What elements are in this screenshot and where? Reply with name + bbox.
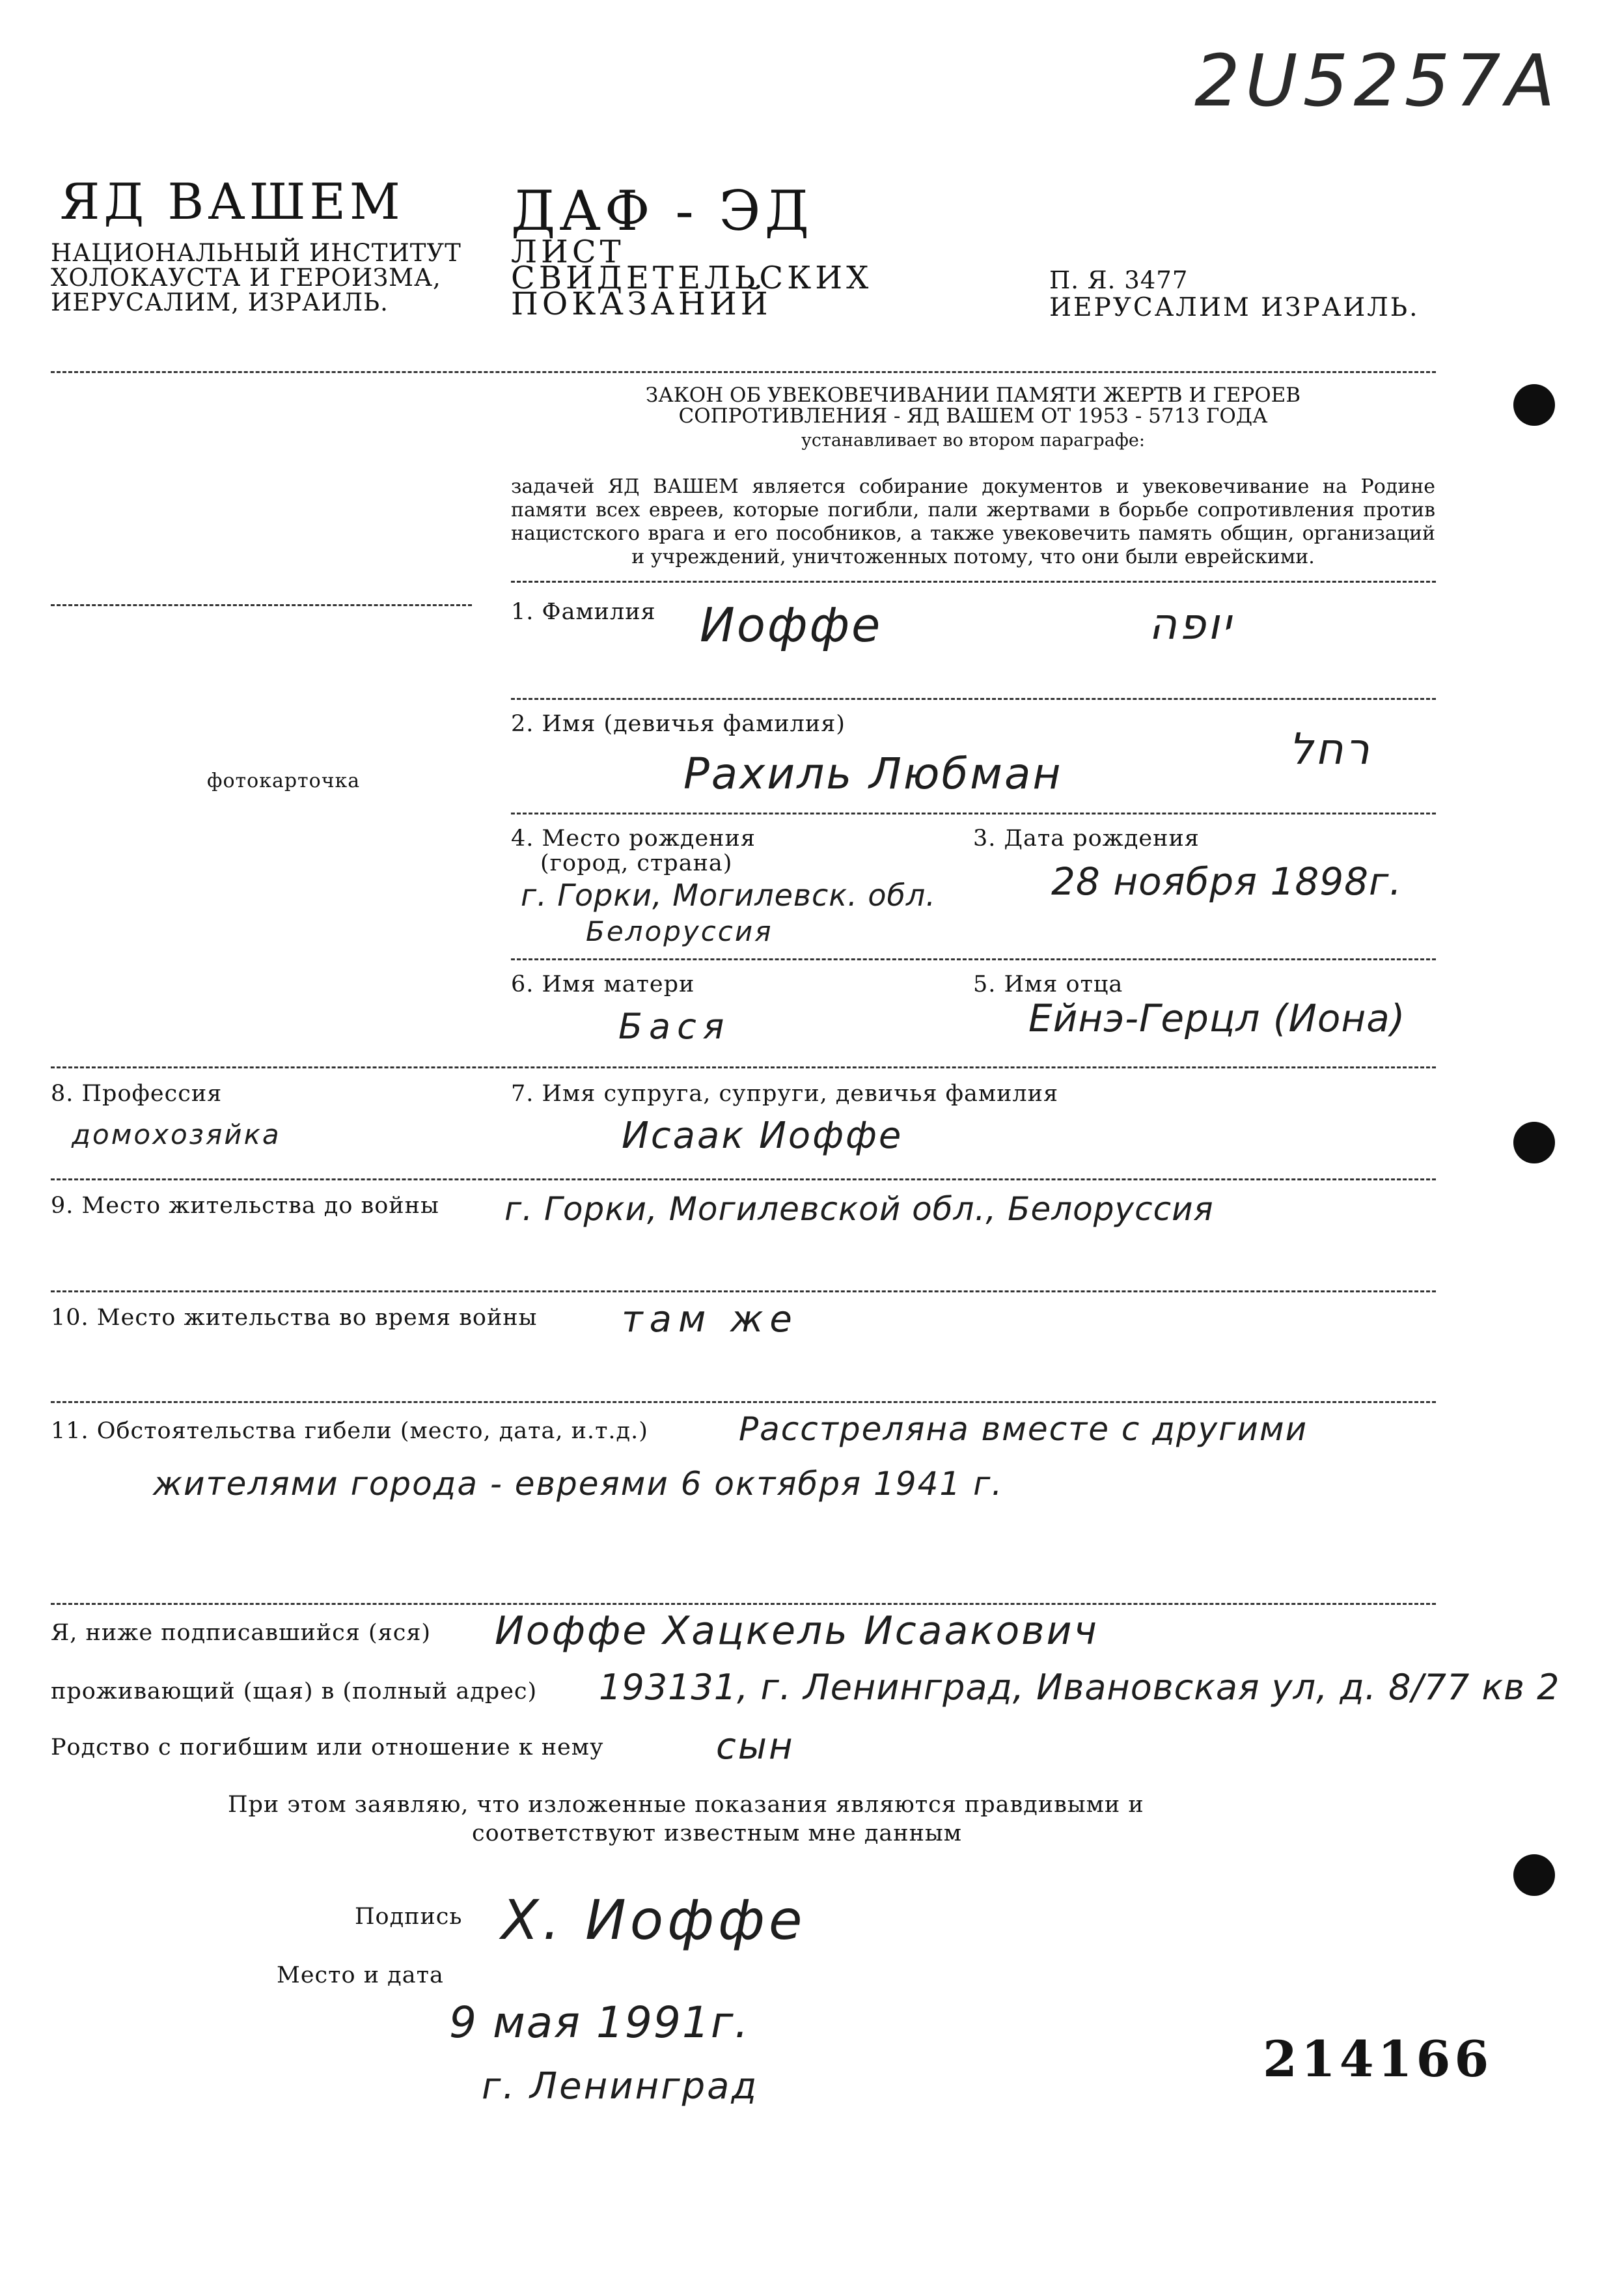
binder-hole-3 [1513, 1854, 1555, 1896]
org-line-2: ХОЛОКАУСТА И ГЕРОИЗМА, [51, 264, 441, 292]
birthdate-value: 28 ноября 1898г. [1051, 859, 1402, 904]
signature-label: Подпись [355, 1904, 463, 1930]
birthplace-sublabel: (город, страна) [540, 850, 733, 876]
org-title: ЯД ВАШЕМ [60, 173, 404, 230]
header-divider [51, 371, 1436, 373]
prewar-value: г. Горки, Могилевской обл., Белоруссия [504, 1190, 1214, 1228]
law-title-1: ЗАКОН ОБ УВЕКОВЕЧИВАНИИ ПАМЯТИ ЖЕРТВ И ГЕРОЕВ [645, 383, 1301, 407]
org-line-1: НАЦИОНАЛЬНЫЙ ИНСТИТУТ [51, 239, 461, 267]
law-body: задачей ЯД ВАШЕМ является собирание документов и увековечивание на Родине памяти всех евреев, которые погибли, пали жертвами в борьбе сопротивления против нацистского врага и его пособников, а также увековечить память общин, организаций и учреждений, уничтоженных потому, что они были еврейскими. [511, 475, 1435, 568]
name-value: Рахиль Любман [683, 749, 1063, 799]
mother-label: 6. Имя матери [511, 971, 695, 997]
death-label: 11. Обстоятельства гибели (место, дата, и.т.д.) [51, 1418, 648, 1444]
father-value: Ейнэ-Герцл (Иона) [1028, 996, 1406, 1040]
surname-hebrew: יופה [1149, 599, 1233, 649]
profession-label: 8. Профессия [51, 1081, 223, 1107]
witness-date-value: 9 мая 1991г. [449, 1997, 750, 2048]
place-date-label: Место и дата [277, 1962, 444, 1988]
witness-name-value: Иоффе Хацкель Исаакович [495, 1608, 1099, 1654]
law-subtitle: устанавливает во втором параграфе: [801, 430, 1146, 451]
declaration-line-1: При этом заявляю, что изложенные показания являются правдивыми и [228, 1792, 1144, 1818]
death-value-2: жителями города - евреями 6 октября 1941 г. [153, 1465, 1004, 1503]
divider-9 [51, 1603, 1436, 1605]
signature: Х. Иоффе [501, 1888, 806, 1952]
profession-value: домохозяйка [72, 1119, 281, 1150]
form-line-1: ЛИСТ [511, 234, 625, 270]
birthdate-label: 3. Дата рождения [973, 826, 1200, 852]
prewar-label: 9. Место жительства до войны [51, 1193, 439, 1219]
witness-place-value: г. Ленинград [482, 2065, 759, 2108]
photo-label: фотокарточка [207, 770, 361, 792]
witness-address-value: 193131, г. Ленинград, Ивановская ул, д. 8/77 кв 2 [599, 1667, 1560, 1708]
form-line-3: ПОКАЗАНИЙ [511, 286, 772, 322]
birthplace-value-2: Белоруссия [586, 915, 773, 947]
page-number: 214166 [1263, 2030, 1493, 2088]
witness-name-label: Я, ниже подписавшийся (яся) [51, 1620, 432, 1646]
surname-value: Иоффе [700, 598, 883, 652]
name-label: 2. Имя (девичья фамилия) [511, 711, 846, 737]
witness-relation-value: сын [716, 1725, 795, 1768]
wartime-label: 10. Место жительства во время войны [51, 1305, 538, 1331]
surname-label: 1. Фамилия [511, 599, 656, 625]
binder-hole-1 [1513, 384, 1555, 426]
divider-7 [51, 1290, 1436, 1292]
divider-6 [51, 1178, 1436, 1180]
divider-8 [51, 1401, 1436, 1403]
divider-5 [51, 1066, 1436, 1068]
divider-4 [511, 958, 1436, 960]
witness-relation-label: Родство с погибшим или отношение к нему [51, 1734, 604, 1760]
spouse-label: 7. Имя супруга, супруги, девичья фамилия [511, 1081, 1059, 1107]
wartime-value: там же [622, 1298, 799, 1341]
city: ИЕРУСАЛИМ ИЗРАИЛЬ. [1049, 293, 1420, 322]
witness-address-label: проживающий (щая) в (полный адрес) [51, 1678, 538, 1705]
form-line-2: СВИДЕТЕЛЬСКИХ [511, 260, 873, 296]
divider-1 [511, 581, 1436, 583]
spouse-value: Исаак Иоффе [622, 1115, 903, 1157]
father-label: 5. Имя отца [973, 971, 1123, 997]
birthplace-value-1: г. Горки, Могилевск. обл. [521, 878, 936, 913]
divider-2 [511, 698, 1436, 700]
po-box: П. Я. 3477 [1049, 266, 1189, 294]
mother-value: Бася [618, 1006, 731, 1047]
binder-hole-2 [1513, 1122, 1555, 1163]
photo-divider-top [51, 604, 472, 606]
name-hebrew: רחל [1289, 724, 1371, 774]
law-title-2: СОПРОТИВЛЕНИЯ - ЯД ВАШЕМ ОТ 1953 - 5713 ГОДА [678, 404, 1268, 428]
org-line-3: ИЕРУСАЛИМ, ИЗРАИЛЬ. [51, 288, 389, 316]
divider-3 [511, 813, 1436, 814]
declaration-line-2: соответствуют известным мне данным [472, 1820, 962, 1846]
death-value-1: Расстреляна вместе с другими [739, 1410, 1308, 1448]
form-title: ДАФ - ЭД [511, 179, 813, 243]
birthplace-label: 4. Место рождения [511, 826, 756, 852]
archive-number: 2U5257A [1194, 39, 1560, 122]
